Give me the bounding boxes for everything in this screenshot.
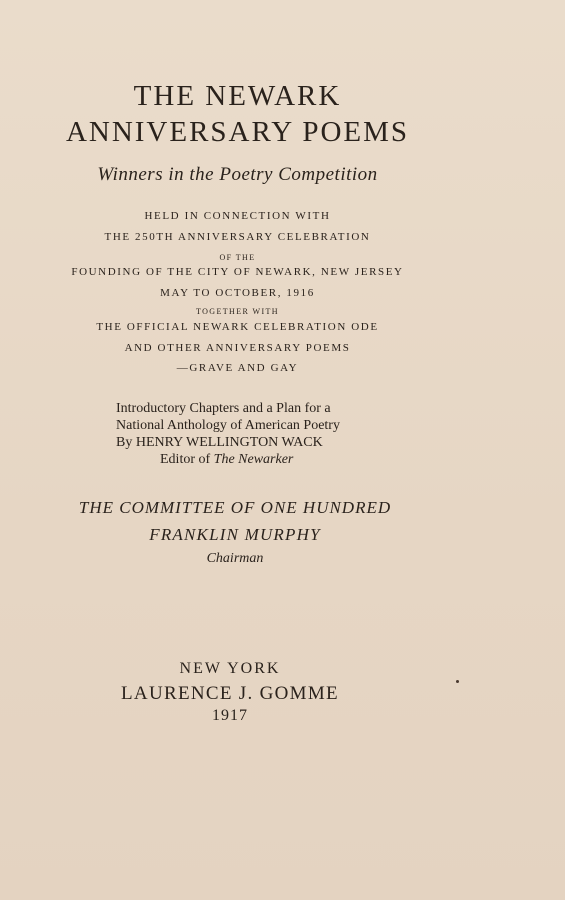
title-line-2: ANNIVERSARY POEMS <box>65 116 410 148</box>
imprint-publisher: LAURENCE J. GOMME <box>121 683 339 704</box>
held-line-7: THE OFFICIAL NEWARK CELEBRATION ODE <box>96 321 379 333</box>
intro-block <box>116 400 416 468</box>
paper-speck <box>456 680 459 683</box>
editor-publication: The Newarker <box>213 452 294 467</box>
chairman-label: Chairman <box>206 551 264 566</box>
held-line-1: HELD IN CONNECTION WITH <box>144 210 331 222</box>
held-line-9: —GRAVE AND GAY <box>176 362 299 374</box>
subtitle: Winners in the Poetry Competition <box>97 164 378 185</box>
held-line-5: MAY TO OCTOBER, 1916 <box>160 287 315 299</box>
held-line-8: AND OTHER ANNIVERSARY POEMS <box>124 342 351 354</box>
intro-line-1: Introductory Chapters and a Plan for a <box>116 401 331 416</box>
author-line: By HENRY WELLINGTON WACK <box>116 435 323 450</box>
title-line-1: THE NEWARK <box>133 80 342 112</box>
held-line-2: THE 250TH ANNIVERSARY CELEBRATION <box>104 231 371 243</box>
held-line-3: OF THE <box>219 253 256 262</box>
imprint-city: NEW YORK <box>179 660 281 677</box>
chairman-name: FRANKLIN MURPHY <box>149 525 321 544</box>
editor-prefix: Editor of <box>160 452 214 467</box>
editor-line <box>116 451 416 468</box>
held-line-4: FOUNDING OF THE CITY OF NEWARK, NEW JERSEY <box>71 266 404 278</box>
committee-heading: THE COMMITTEE OF ONE HUNDRED <box>78 498 392 517</box>
imprint-year: 1917 <box>212 707 248 724</box>
held-line-6: TOGETHER WITH <box>195 307 279 316</box>
intro-line-2: National Anthology of American Poetry <box>116 418 340 433</box>
